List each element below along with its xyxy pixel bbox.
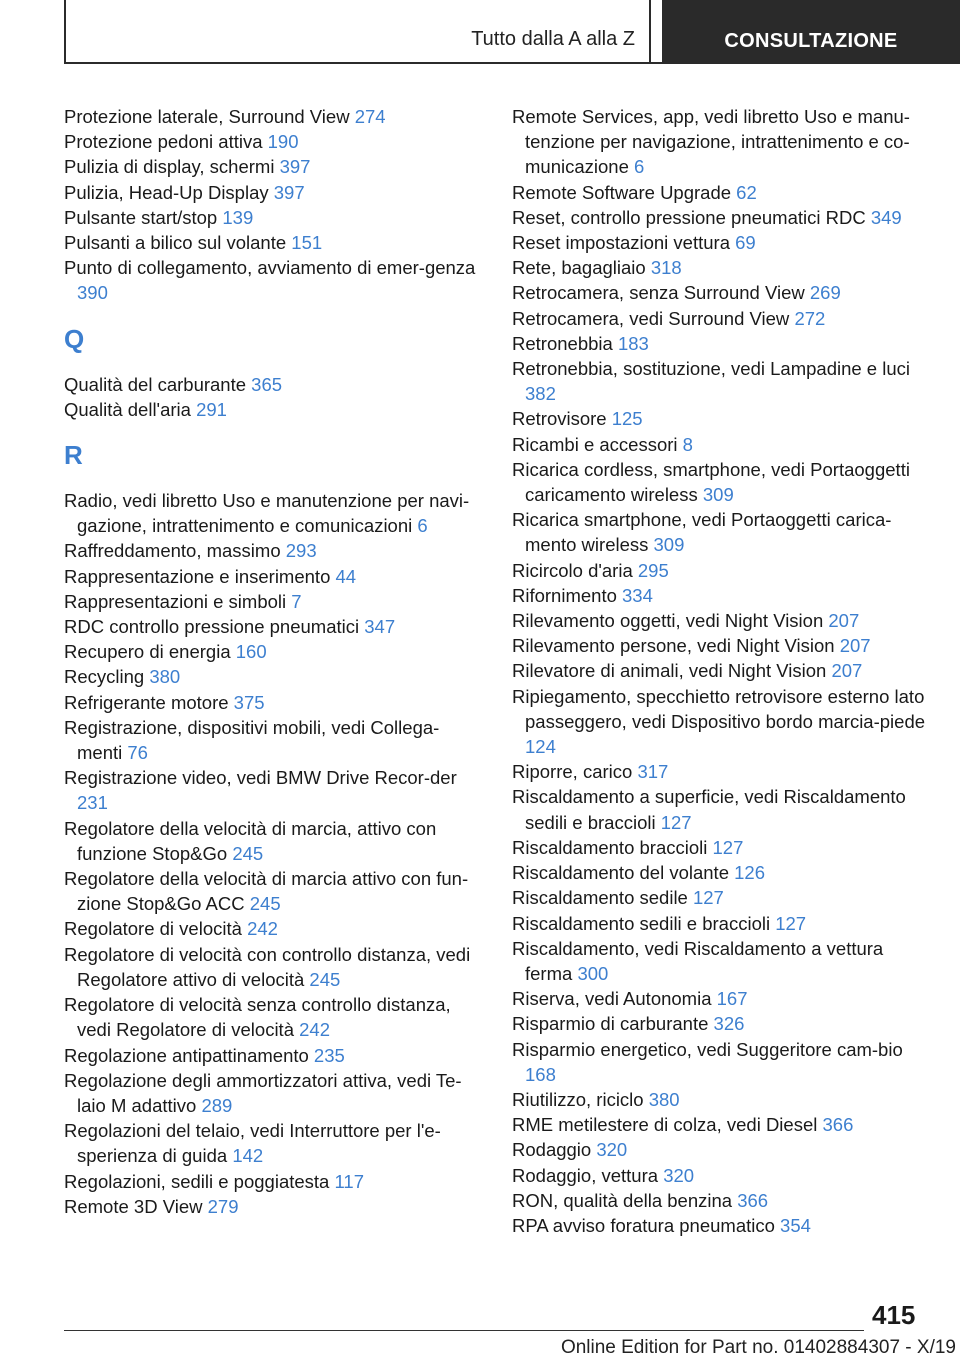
- index-entry-page-link[interactable]: 349: [870, 206, 902, 228]
- index-entry-page-link[interactable]: 365: [251, 373, 283, 395]
- index-entry: [64, 104, 484, 129]
- index-entry: [64, 614, 484, 639]
- index-column-left: [64, 104, 484, 1219]
- index-entry-term: Retrocamera, senza Surround View: [512, 282, 810, 304]
- index-entry-page-link[interactable]: 127: [712, 836, 744, 858]
- index-entry: [512, 1087, 932, 1112]
- index-entry: [512, 936, 932, 986]
- index-entry-term: Regolatore di velocità con controllo distanza, vedi Regolatore attivo di velocità: [64, 943, 471, 990]
- index-entry: [512, 1188, 932, 1213]
- index-entry-term: Punto di collegamento, avviamento di emer-genza: [64, 257, 476, 279]
- index-entry: [64, 816, 484, 866]
- index-entry-term: RPA avviso foratura pneumatico: [512, 1214, 781, 1236]
- index-entry-page-link[interactable]: 245: [232, 842, 264, 864]
- index-entry-page-link[interactable]: 245: [309, 968, 341, 990]
- index-entry: [512, 255, 932, 280]
- index-entry: [512, 608, 932, 633]
- index-entry-page-link[interactable]: 160: [235, 641, 267, 663]
- header-rule-bottom: [64, 62, 664, 64]
- index-entry-page-link[interactable]: 139: [222, 206, 254, 228]
- page-number: 415: [872, 1300, 916, 1330]
- index-entry-term: Ripiegamento, specchietto retrovisore esterno lato passeggero, vedi Dispositivo bordo marcia-piede: [512, 685, 926, 732]
- index-entry: [512, 331, 932, 356]
- index-entry-page-link[interactable]: 334: [622, 584, 653, 606]
- index-entry: [512, 1112, 932, 1137]
- index-entry: [64, 639, 484, 664]
- index-entry-page-link[interactable]: 354: [780, 1214, 811, 1236]
- index-entry-page-link[interactable]: 242: [299, 1019, 331, 1041]
- index-entry-page-link[interactable]: 235: [313, 1044, 345, 1066]
- footer-rule: [64, 1330, 864, 1331]
- index-entry-page-link[interactable]: 293: [285, 540, 317, 562]
- index-entry-term: Pulizia di display, schermi: [64, 156, 280, 178]
- index-entry: [512, 230, 932, 255]
- index-entry-page-link[interactable]: 183: [617, 332, 649, 354]
- index-entry-page-link[interactable]: 62: [736, 181, 757, 203]
- index-entry-term: Retronebbia, sostituzione, vedi Lampadine e luci: [512, 358, 910, 380]
- index-entry: [512, 180, 932, 205]
- index-entry: [512, 658, 932, 683]
- index-entry-page-link[interactable]: 380: [149, 666, 181, 688]
- index-entry: [512, 1163, 932, 1188]
- index-entry: [64, 1068, 484, 1118]
- index-entry: [512, 759, 932, 784]
- index-entry-page-link[interactable]: 320: [596, 1139, 628, 1161]
- index-column-right: [512, 104, 932, 1238]
- index-entry: [64, 230, 484, 255]
- index-entry: [64, 488, 484, 538]
- index-entry-page-link[interactable]: 291: [196, 398, 227, 420]
- index-entry-term: RME metilestere di colza, vedi Diesel: [512, 1114, 823, 1136]
- index-entry: [512, 280, 932, 305]
- index-entry-page-link[interactable]: 6: [634, 156, 645, 178]
- index-entry: [64, 538, 484, 563]
- index-entry: [512, 457, 932, 507]
- index-entry: [64, 916, 484, 941]
- index-entry-term: Ricarica smartphone, vedi Portaoggetti carica-mento wireless: [512, 509, 892, 556]
- index-entry-term: RDC controllo pressione pneumatici: [64, 616, 365, 638]
- index-entry-term: Retrocamera, vedi Surround View: [512, 307, 795, 329]
- index-entry: [512, 784, 932, 834]
- index-entry-term: Recupero di energia: [64, 641, 236, 663]
- index-entry-term: Pulsanti a bilico sul volante: [64, 232, 292, 254]
- index-entry-term: Ricarica cordless, smartphone, vedi Portaoggetti caricamento wireless: [512, 458, 910, 506]
- index-entry-page-link[interactable]: 7: [291, 590, 302, 612]
- index-entry-term: Rilevamento oggetti, vedi Night Vision: [512, 610, 829, 632]
- index-entry-term: Rappresentazione e inserimento: [64, 565, 336, 587]
- index-entry: [64, 589, 484, 614]
- index-entry-term: Regolatore della velocità di marcia, attivo con funzione Stop&Go: [64, 817, 437, 864]
- index-entry: [512, 507, 932, 557]
- index-entry-page-link[interactable]: 320: [663, 1164, 695, 1186]
- index-entry: [64, 715, 484, 765]
- index-entry-term: Retrovisore: [512, 408, 612, 430]
- index-letter-heading: R: [64, 440, 83, 471]
- index-entry-term: Risparmio di carburante: [512, 1013, 714, 1035]
- index-entry-term: Regolatore di velocità: [64, 918, 248, 940]
- index-entry-page-link[interactable]: 397: [279, 156, 311, 178]
- index-entry-page-link[interactable]: 124: [525, 736, 556, 758]
- index-entry-page-link[interactable]: 366: [737, 1189, 769, 1211]
- index-entry: [64, 129, 484, 154]
- index-entry-term: Regolatore della velocità di marcia attivo con fun-zione Stop&Go ACC: [64, 868, 469, 915]
- index-entry-page-link[interactable]: 326: [713, 1013, 745, 1035]
- index-entry-term: Riscaldamento a superficie, vedi Riscaldamento sedili e braccioli: [512, 786, 906, 833]
- index-entry-term: Riscaldamento braccioli: [512, 836, 713, 858]
- index-entry-term: Regolazione antipattinamento: [64, 1044, 314, 1066]
- index-entry-page-link[interactable]: 207: [828, 610, 860, 632]
- index-entry: [64, 942, 484, 992]
- index-entry-page-link[interactable]: 151: [291, 232, 323, 254]
- index-entry-term: Pulizia, Head-Up Display: [64, 181, 274, 203]
- index-entry-page-link[interactable]: 6: [417, 515, 428, 537]
- index-entry: [512, 1011, 932, 1036]
- index-entry-term: Rete, bagagliaio: [512, 257, 651, 279]
- index-entry-term: Regolazione degli ammortizzatori attiva, vedi Te-laio M adattivo: [64, 1069, 462, 1116]
- index-entry-page-link[interactable]: 289: [201, 1094, 233, 1116]
- index-entry-term: Retronebbia: [512, 332, 618, 354]
- index-entry-term: Pulsante start/stop: [64, 206, 223, 228]
- index-entry: [64, 154, 484, 179]
- index-entry-term: Ricircolo d'aria: [512, 559, 638, 581]
- index-entry-page-link[interactable]: 231: [77, 792, 108, 814]
- index-entry-term: Rodaggio, vettura: [512, 1164, 664, 1186]
- index-entry-term: Rappresentazioni e simboli: [64, 590, 292, 612]
- index-entry: [64, 866, 484, 916]
- index-entry-term: Ricambi e accessori: [512, 433, 683, 455]
- index-entry-term: Reset, controllo pressione pneumatici RDC: [512, 206, 871, 228]
- header-section-title: Tutto dalla A alla Z: [471, 28, 635, 50]
- index-entry: [64, 1194, 484, 1219]
- index-entry-page-link[interactable]: 382: [525, 383, 556, 405]
- index-entry-page-link[interactable]: 126: [734, 862, 766, 884]
- index-entry-page-link[interactable]: 347: [364, 616, 396, 638]
- index-entry-page-link[interactable]: 366: [822, 1114, 854, 1136]
- index-entry: [64, 765, 484, 815]
- index-entry: [64, 690, 484, 715]
- index-entry-page-link[interactable]: 44: [335, 565, 357, 587]
- index-entry: [64, 397, 484, 422]
- index-entry-term: Rodaggio: [512, 1139, 597, 1161]
- index-entry-page-link[interactable]: 117: [334, 1170, 364, 1192]
- index-entry-term: Radio, vedi libretto Uso e manutenzione per navi-gazione, intrattenimento e comunicazioni: [64, 490, 470, 537]
- index-entry-page-link[interactable]: 274: [354, 106, 386, 127]
- index-entry-page-link[interactable]: 279: [207, 1195, 239, 1217]
- index-entry: [512, 1213, 932, 1238]
- index-entry-page-link[interactable]: 127: [660, 811, 692, 833]
- index-entry: [512, 406, 932, 431]
- index-entry-term: Riscaldamento del volante: [512, 862, 735, 884]
- index-entry-term: Qualità del carburante: [64, 373, 252, 395]
- index-entry-page-link[interactable]: 142: [232, 1145, 264, 1167]
- index-entry-term: Riscaldamento sedile: [512, 887, 693, 909]
- index-entry-page-link[interactable]: 245: [249, 893, 281, 915]
- index-entry-page-link[interactable]: 318: [650, 257, 682, 279]
- index-entry-term: Registrazione video, vedi BMW Drive Recor-der: [64, 767, 457, 789]
- index-entry-term: Rilevatore di animali, vedi Night Vision: [512, 660, 832, 682]
- index-entry-term: Registrazione, dispositivi mobili, vedi Collega-menti: [64, 716, 440, 764]
- index-entry-term: Rilevamento persone, vedi Night Vision: [512, 635, 840, 657]
- index-entry-term: Rifornimento: [512, 584, 623, 606]
- index-entry-page-link[interactable]: 269: [809, 282, 841, 304]
- index-entry: [512, 356, 932, 406]
- index-entry: [512, 633, 932, 658]
- index-entry: [512, 684, 932, 760]
- index-entry-page-link[interactable]: 125: [611, 408, 643, 430]
- index-entry-term: Riutilizzo, riciclo: [512, 1088, 649, 1110]
- index-entry-term: Qualità dell'aria: [64, 398, 197, 420]
- index-entry: [64, 1118, 484, 1168]
- index-entry: [512, 583, 932, 608]
- index-entry-term: Regolazioni, sedili e poggiatesta: [64, 1170, 335, 1192]
- index-entry: [512, 860, 932, 885]
- index-entry: [512, 1037, 932, 1087]
- index-entry-page-link[interactable]: 190: [267, 131, 299, 153]
- index-entry-page-link[interactable]: 295: [637, 559, 669, 581]
- index-entry-page-link[interactable]: 272: [794, 307, 826, 329]
- index-entry: [64, 1043, 484, 1068]
- index-entry-page-link[interactable]: 207: [831, 660, 863, 682]
- index-entry: [512, 885, 932, 910]
- index-entry-term: Remote Software Upgrade: [512, 181, 737, 203]
- index-entry-page-link[interactable]: 127: [692, 887, 724, 909]
- index-entry-page-link[interactable]: 309: [702, 484, 734, 506]
- index-entry-page-link[interactable]: 309: [653, 534, 685, 556]
- index-entry-term: Reset impostazioni vettura: [512, 232, 736, 254]
- index-entry-term: Remote Services, app, vedi libretto Uso e manu-tenzione per navigazione, intrattenimento e co-municazione: [512, 106, 910, 178]
- index-entry: [512, 104, 932, 180]
- index-entry-page-link[interactable]: 390: [77, 282, 108, 304]
- index-entry-page-link[interactable]: 76: [127, 742, 148, 764]
- index-entry: [512, 986, 932, 1011]
- index-entry: [64, 1169, 484, 1194]
- page-header: [64, 0, 960, 66]
- index-entry-page-link[interactable]: 127: [775, 912, 807, 934]
- index-entry-term: Riserva, vedi Autonomia: [512, 988, 717, 1010]
- index-entry-page-link[interactable]: 69: [735, 232, 756, 254]
- index-entry: [64, 205, 484, 230]
- index-entry-term: Raffreddamento, massimo: [64, 540, 286, 562]
- index-entry: [64, 372, 484, 397]
- index-entry: [512, 306, 932, 331]
- index-entry: [512, 432, 932, 457]
- index-entry: [64, 564, 484, 589]
- index-entry-term: Risparmio energetico, vedi Suggeritore cam-bio: [512, 1038, 903, 1060]
- index-letter-heading: Q: [64, 323, 85, 354]
- footer-edition: Online Edition for Part no. 01402884307 - X/19: [560, 1337, 956, 1358]
- index-entry-page-link[interactable]: 397: [273, 181, 305, 203]
- index-entry: [64, 664, 484, 689]
- index-entry-term: Riscaldamento, vedi Riscaldamento a vettura ferma: [512, 937, 884, 984]
- index-entry: [512, 911, 932, 936]
- index-entry-term: Protezione pedoni attiva: [64, 131, 268, 153]
- index-entry-page-link[interactable]: 168: [525, 1063, 556, 1085]
- index-entry: [512, 558, 932, 583]
- index-entry-term: RON, qualità della benzina: [512, 1189, 738, 1211]
- index-entry: [512, 205, 932, 230]
- index-entry-term: Refrigerante motore: [64, 691, 234, 713]
- index-entry-page-link[interactable]: 300: [577, 962, 609, 984]
- index-entry-page-link[interactable]: 167: [716, 988, 748, 1010]
- index-entry-term: Riporre, carico: [512, 761, 638, 783]
- index-entry-page-link[interactable]: 242: [247, 918, 278, 940]
- index-entry-page-link[interactable]: 375: [233, 691, 265, 713]
- index-entry: [512, 835, 932, 860]
- index-entry: [64, 255, 484, 305]
- header-separator: [649, 0, 651, 64]
- index-entry: [64, 992, 484, 1042]
- index-entry: [64, 180, 484, 205]
- index-entry-page-link[interactable]: 317: [637, 761, 669, 783]
- index-entry-term: Protezione laterale, Surround View: [64, 106, 355, 127]
- index-entry-page-link[interactable]: 380: [648, 1088, 680, 1110]
- index-entry-term: Regolatore di velocità senza controllo distanza, vedi Regolatore di velocità: [64, 994, 451, 1041]
- index-entry-page-link[interactable]: 8: [682, 433, 693, 455]
- header-chapter-tab: CONSULTAZIONE: [662, 0, 960, 64]
- index-entry-term: Riscaldamento sedili e braccioli: [512, 912, 776, 934]
- index-entry-term: Remote 3D View: [64, 1195, 208, 1217]
- index-entry-term: Recycling: [64, 666, 150, 688]
- index-entry-page-link[interactable]: 207: [839, 635, 871, 657]
- index-entry: [512, 1137, 932, 1162]
- index-entry-term: Regolazioni del telaio, vedi Interruttore per l'e-sperienza di guida: [64, 1120, 441, 1167]
